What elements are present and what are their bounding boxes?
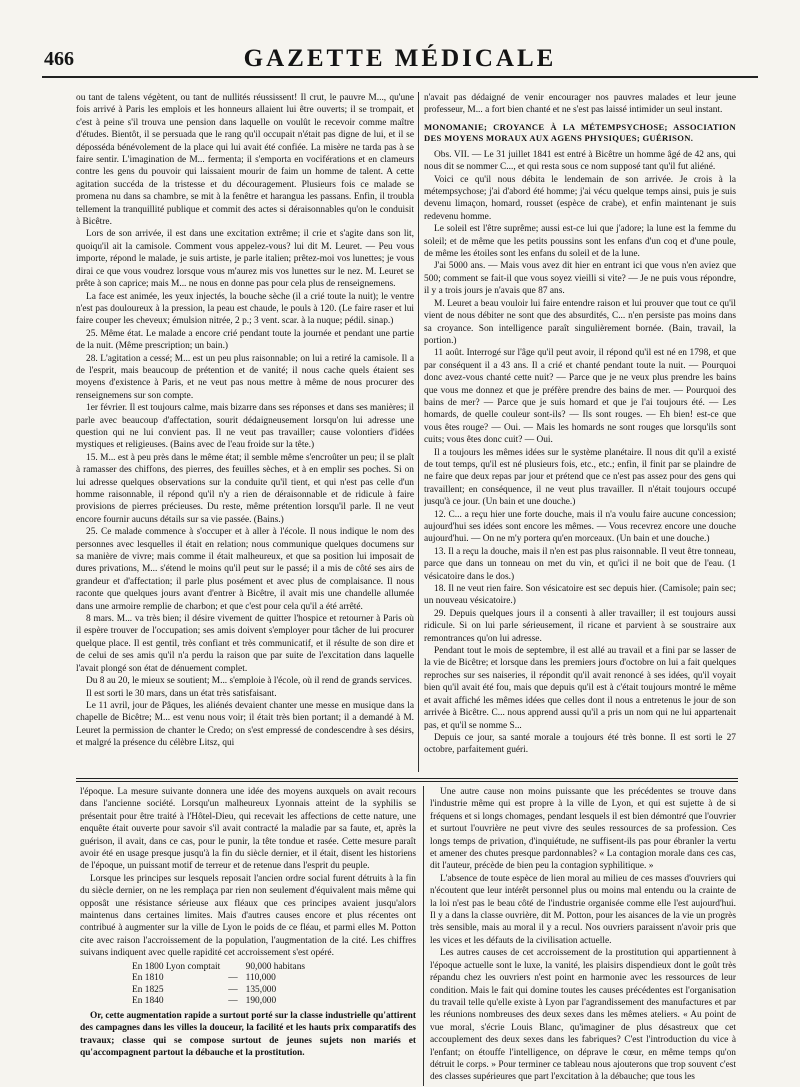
left-column-bottom bbox=[80, 786, 416, 1087]
paragraph: Les autres causes de cet accroissement de la prostitution qui appartiennent à l'époque actuelle sont le luxe, la vanité, les plaisirs dispendieux dont le goût très répandu chez les ouvriers n'est point en harmonie avec les ressources de leur condition. Mais le fait qui domine toutes les causes précédentes est l'organisation du travail telle qu'elle existe à Lyon par l'agrandissement des manufactures et par les réunions nombreuses des deux sexes dans les mêmes ateliers. « Au point de vue moral, s'écrie Louis Blanc, qu'imaginer de plus désastreux que cet accouplement des deux sexes dans les fabriques? C'est l'introduction du vice à l'enfant; on étouffe l'intelligence, on déprave le cœur, en même temps qu'on détruit le corps. » Pour terminer ce tableau nous ajouterons que trop souvent c'est des classes supérieures que part l'excitation à la débauche; que tous les bbox=[430, 948, 736, 1083]
table-row bbox=[132, 985, 313, 997]
table-cell-year: En 1810 bbox=[132, 973, 164, 984]
right-column-top bbox=[424, 92, 736, 772]
page-header bbox=[42, 44, 758, 78]
table-cell-dash bbox=[228, 962, 245, 974]
journal-title: GAZETTE MÉDICALE bbox=[243, 45, 557, 72]
paragraph: Voici ce qu'il nous débita le lendemain de son arrivée. Je crois à la métempsychose; j'ai d'abord été homme; j'ai vécu quelque temps ainsi, puis je suis devenu limaçon, homard, rousset (espèce de crabe), et enfin maintenant je suis redevenu homme. bbox=[424, 174, 736, 222]
paragraph: 11 août. Interrogé sur l'âge qu'il peut avoir, il répond qu'il est né en 1798, et que par conséquent il a 43 ans. Il a crié et chanté pendant toute la nuit. — Pourquoi donc avez-vous chanté cette nuit? — Parce que je ne veux plus prendre les bains que vous me donnez et que je préfère prendre des bains de mer. — Pourquoi des bains de mer? — Parce que je suis homard et que je l'ai toujours été. — Les homards, de quelle couleur sont-ils? — Ils sont rouges. — Eh bien! est-ce que vous êtes rouge? — Oui. — Mais les homards ne sont rouges que lorsqu'ils sont cuits; vous êtes donc cuit? — Oui. bbox=[424, 348, 736, 446]
paragraph: Il est sorti le 30 mars, dans un état très satisfaisant. bbox=[86, 688, 277, 699]
paragraph: 29. Depuis quelques jours il a consenti à aller travailler; il est toujours aussi ridicule. Si on lui parle sérieusement, il ricane et parvient à se soustraire aux remontrances qu'on lui adresse. bbox=[424, 608, 736, 644]
paragraph: L'absence de toute espèce de lien moral au milieu de ces masses d'ouvriers qui n'écoutent que leur intérêt personnel plus ou moins mal entendu ou la crainte de la loi n'est pas le beau côté de l'industrie organisée comme elle l'est aujourd'hui. Il y a dans la classe ouvrière, dit M. Potton, pour les aisances de la vie un progrès très sensible, mais au moral il y a recul. Nos ouvriers paraissent n'avoir pris que les vices et les défauts de la civilisation actuelle. bbox=[430, 873, 736, 946]
paragraph: Obs. VII. — Le 31 juillet 1841 est entré à Bicêtre un homme âgé de 42 ans, qui nous dit se nommer C..., et qui resta sous ce nom supposé tant qu'il fut aliéné. bbox=[424, 149, 736, 173]
table-cell-year: En 1825 bbox=[132, 984, 164, 995]
section-rule bbox=[76, 781, 738, 782]
table-cell-year: En 1800 Lyon comptait bbox=[132, 961, 221, 972]
table-row bbox=[132, 996, 313, 1008]
column-divider bbox=[418, 92, 419, 772]
paragraph: 25. Même état. Le malade a encore crié pendant toute la journée et pendant une partie de la nuit. (Même prescription; un bain.) bbox=[76, 328, 414, 352]
section-heading: MONOMANIE; CROYANCE À LA MÉTEMPSYCHOSE; ASSOCIATION DES MOYENS MORAUX AUX AGENS PHYSIQUES; GUÉRISON. bbox=[424, 121, 736, 143]
page-number: 466 bbox=[44, 48, 74, 70]
table-cell-value: 110,000 bbox=[245, 973, 276, 984]
paragraph: Le soleil est l'être suprême; aussi est-ce lui que j'adore; la lune est la femme du soleil; et de même que les petits poussins sont les enfans d'un coq et d'une poule, de même les étoiles sont les enfans du soleil et de la lune. bbox=[424, 224, 736, 260]
paragraph: Une autre cause non moins puissante que les précédentes se trouve dans l'industrie même qui est propre à la ville de Lyon, et qui est sujette à de si fréquens et si longs chomages, pendant lesquels il est bien démontré que l'ouvrier et surtout l'ouvrière ne peut vivre des seules ressources de sa profession. Ces longs temps de privation, d'inquiétude, ne suffisent-ils pas pour ébranler la vertu et amener des chutes presque pardonnables? « La contagion morale dans ces cas, dit l'auteur, précède de bien peu la contagion syphilitique. » bbox=[430, 787, 736, 872]
paragraph: 25. Ce malade commence à s'occuper et à aller à l'école. Il nous indique le nom des personnes avec lesquelles il était en relation; nous communique quelques documens sur sa manière de vivre; mais comme il était malheureux, et que sa position lui imposait de dures privations, M... s'étend le moins qu'il peut sur le passé; il a mis de côté ses airs de grandeur et d'affectation; il parle plus posément et avec plus de complaisance. Il nous raconte que quelques jours avant d'entrer à Bicêtre, il avait mis une chandelle allumée dans une armoire remplie de charbon; et que c'est pour cela qu'il a été arrêté. bbox=[76, 527, 414, 612]
column-divider bbox=[423, 786, 424, 1086]
paragraph: 15. M... est à peu près dans le même état; il semble même s'encroûter un peu; il se plaît à ramasser des chiffons, des pierres, des feuilles sèches, et à en emplir ses poches. Si on lui adresse quelques observations sur la conduite qu'il tient, et qui n'est pas celle d'un homme raisonnable, il répond qu'il n'y a rien de déraisonnable et de ridicule à faire provisions de pierres précieuses. Du reste, même prétention lorsqu'il parle. Il ne veut encore fournir aucuns détails sur sa vie passée. (Bains.) bbox=[76, 452, 414, 525]
paragraph: l'époque. La mesure suivante donnera une idée des moyens auxquels on avait recours dans l'ancienne société. Lorsqu'un malheureux Lyonnais atteint de la syphilis se présentait pour être traité à l'Hôtel-Dieu, qui recevait les affections de cette nature, une enquête était ouverte pour savoir s'il avait contracté la maladie par sa faute, et, après la guérison, il avait, dans ce cas, pour le punir, la tête tondue et rasée. Cette mesure paraît avoir été en usage presque jusqu'à la fin du siècle dernier, et il était, disent les historiens de l'époque, un puissant motif de terreur et de retenue dans l'esprit du peuple. bbox=[80, 787, 416, 872]
paragraph: Pendant tout le mois de septembre, il est allé au travail et a fini par se lasser de la vie de Bicêtre; et lorsque dans les premiers jours d'octobre on lui a fait quelques reproches sur ses naiseries, il répondit qu'il avait renoncé à ses idées, qu'il voyait bien qu'il avait été fou, mais que depuis qu'il est à c'était toujours montré le même et avait affiché les mêmes idées que celles dont il nous a entretenus le jour de son arrivée à Bicêtre. C... nous apprend aussi qu'il a pris un nom qui ne lui appartenait pas, et qu'il se nomme S... bbox=[424, 646, 736, 731]
paragraph: n'avait pas dédaigné de venir encourager nos pauvres malades et leur jeune professeur, M... a fort bien chanté et ne s'est pas laissé intimider un seul instant. bbox=[424, 93, 736, 116]
paragraph: Lorsque les principes sur lesquels reposait l'ancien ordre social furent détruits à la fin du siècle dernier, on ne les remplaça par rien non seulement d'équivalent mais même qui opposât une résistance sérieuse aux fléaux que ces principes avaient jusqu'alors maintenus dans certaines limites. Mais d'autres causes encore et plus récentes ont contribué à augmenter sur la ville de Lyon le poids de ce fléau, et parmi elles M. Potton cite avec raison l'accroissement de la population, l'augmentation de la cité. Les chiffres suivans indiquent avec quelle rapidité cet accroissement s'est opéré. bbox=[80, 873, 416, 959]
table-cell-dash: — bbox=[228, 973, 238, 984]
paragraph: M. Leuret a beau vouloir lui faire entendre raison et lui prouver que tout ce qu'il vient de nous débiter ne sont que des absurdités, C... n'en persiste pas moins dans sa croyance. Son intelligence paraît singulièrement bornée. (Bain, travail, la portion.) bbox=[424, 298, 736, 346]
paragraph: 1er février. Il est toujours calme, mais bizarre dans ses réponses et dans ses manières; il parle avec beaucoup d'affectation, sourit dédaigneusement lorsqu'on lui adresse une question qui ne lui convient pas. Il ne veut pas travailler; cause volontiers d'idées mystiques et religieuses. (Bains avec de l'eau froide sur la tête.) bbox=[76, 403, 414, 451]
paragraph: Du 8 au 20, le mieux se soutient; M... s'emploie à l'école, où il rend de grands services. bbox=[86, 676, 412, 687]
paragraph: 18. Il ne veut rien faire. Son vésicatoire est sec depuis hier. (Camisole; pain sec; un nouveau vésicatoire.) bbox=[424, 584, 736, 607]
paragraph: Il a toujours les mêmes idées sur le système planétaire. Il nous dit qu'il a existé de tout temps, qu'il est né plusieurs fois, etc., etc.; enfin, il finit par se plaindre de ne faire que deux repas par jour et prétend que ce n'est pas assez pour des gens qui travaillent; en conséquence, il ne veut plus travailler. Il n'était toujours occupé jusqu'à ce jour. (Un bain et une douche.) bbox=[424, 447, 736, 508]
paragraph: ou tant de talens végètent, ou tant de nullités réussissent! Il crut, le pauvre M..., qu'une fois arrivé à Paris les emplois et les honneurs allaient lui être ouverts; il se trompait, et c'est à peine s'il trouva une pension dans laquelle on voulût le recevoir comme maître d'études. Bientôt, il se persuada que le rang qu'il occupait n'était pas digne de lui, et il se déposséda bénévolement de la place qui lui avait été confiée. La misère ne tarda pas à se faire sentir. L'imagination de M... fermenta; il s'emporta en vociférations et en clameurs contre les gens du pouvoir qui laissaient mourir de faim un homme de talent. A cette agitation succéda de la tristesse et du découragement. Plusieurs fois ce malade se promena nu dans sa chambre, se mit à la fenêtre et harangua les passans. Enfin, il troubla tellement la tranquillité publique et commit des actes si déraisonnables qu'on le conduisit à Bicêtre. bbox=[76, 93, 414, 228]
table-cell-value: 90,000 habitans bbox=[245, 961, 306, 972]
table-cell-value: 135,000 bbox=[245, 984, 277, 995]
section-rule bbox=[76, 778, 738, 779]
paragraph: 8 mars. M... va très bien; il désire vivement de quitter l'hospice et retourner à Paris où il espère trouver de l'occupation; ses amis doivent s'employer pour tâcher de lui procurer quelque place. Il est gentil, très confiant et très communicatif, et il résulte de son dire et de celui de ses amis qu'il n'a perdu la raison que par suite de l'excitation dans laquelle l'avait plongé son état de dénuement complet. bbox=[76, 614, 414, 674]
paragraph: La face est animée, les yeux injectés, la bouche sèche (il a crié toute la nuit); le ventre n'est pas douloureux à la pression, la peau est chaude, le pouls à 120. (Le faire raser et lui faire couper les cheveux; émulsion nitrée, 2 p.; 3 vent. scar. à la nuque; pédil. sinap.) bbox=[76, 291, 414, 327]
paragraph: J'ai 5000 ans. — Mais vous avez dit hier en entrant ici que vous n'en aviez que 500; comment se fait-il que vous soyez vieilli si vite? — Je ne puis vous répondre, il y a trois jours je n'avais que 87 ans. bbox=[424, 261, 736, 297]
table-cell-dash: — bbox=[228, 996, 238, 1007]
table-row bbox=[132, 962, 313, 974]
paragraph: 12. C... a reçu hier une forte douche, mais il n'a voulu faire aucune concession; aujourd'hui ses idées sont encore les mêmes. — Vous recevrez encore une douche aujourd'hui. — On ne m'y portera qu'en morceaux. (Un bain et une douche.) bbox=[424, 509, 736, 545]
paragraph: Depuis ce jour, sa santé morale a toujours été très bonne. Il est sorti le 27 octobre, parfaitement guéri. bbox=[424, 732, 736, 756]
paragraph: 28. L'agitation a cessé; M... est un peu plus raisonnable; on lui a retiré la camisole. Il a de l'esprit, mais beaucoup de prétention et de vanité; il nous cache quels étaient ses moyens d'existence à Paris, et ne veut pas nous mettre à même de nous procurer des renseignemens sur son compte. bbox=[76, 353, 414, 401]
table-cell-year: En 1840 bbox=[132, 996, 164, 1007]
population-table bbox=[132, 962, 313, 1008]
paragraph: Le 11 avril, jour de Pâques, les aliénés devaient chanter une messe en musique dans la chapelle de Bicêtre; M... est venu nous voir; il était très bien portant; il a demandé à M. Leuret la permission de chanter le Credo; on s'est empressé de condescendre à ses désirs, et malgré la présence du célèbre Litsz, qui bbox=[76, 700, 414, 749]
table-row bbox=[132, 973, 313, 985]
left-column-top bbox=[76, 92, 414, 772]
right-column-bottom bbox=[430, 786, 736, 1087]
paragraph: Or, cette augmentation rapide a surtout porté sur la classe industrielle qu'attirent des campagnes dans les villes la douceur, la facilité et les hauts prix comparatifs des travaux; classe qui se compose surtout de jeunes sujets non mariés et qu'accompagnent partout la débauche et la prostitution. bbox=[80, 1011, 416, 1059]
paragraph: 13. Il a reçu la douche, mais il n'en est pas plus raisonnable. Il veut être tonneau, parce que dans un tonneau on met du vin, et qu'ici il ne boit que de l'eau. (1 vésicatoire dans le dos.) bbox=[424, 546, 736, 582]
table-cell-value: 190,000 bbox=[245, 996, 277, 1007]
table-cell-dash: — bbox=[228, 984, 238, 995]
paragraph: Lors de son arrivée, il est dans une excitation extrême; il crie et s'agite dans son lit, quoiqu'il ait la camisole. Comment vous appelez-vous? lui dit M. Leuret. — Peu vous importe, répond le malade, je suis artiste, je parle italien; prêtez-moi vos lunettes; je vous dirai ce que vous voudrez lorsque vous m'aurez mis vos lunettes sur le nez. M. Leuret se prête à son caprice; mais M... ne nous en donne pas pour cela plus de renseignemens. bbox=[76, 229, 414, 290]
